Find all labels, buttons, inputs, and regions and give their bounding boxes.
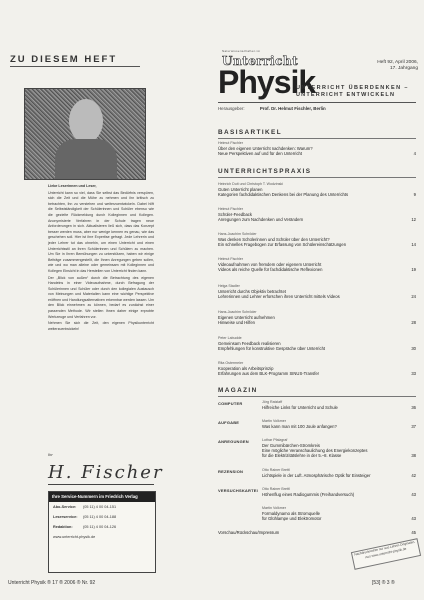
toc-page: 28 — [411, 320, 416, 325]
editor-portrait-image — [24, 88, 146, 180]
toc-entry[interactable] — [218, 182, 416, 197]
toc-subtitle: Kategorien fachdidaktischen Denkens bei der Planung des Unterrichts — [218, 192, 349, 197]
toc-title-line — [262, 492, 416, 497]
issue-year: 17. Jahrgang — [389, 66, 418, 71]
toc-title-line — [262, 473, 416, 478]
toc-subtitle: Erfahrungen aus dem BLK-Programm SINUS-Transfer — [218, 371, 320, 376]
portrait-body — [55, 139, 117, 179]
copyright-stamp: Nachdruckrechte nur aus Lehrer-Originalen. Aus www.unterricht-physik.de — [351, 538, 421, 570]
divider — [218, 177, 416, 178]
toc-page: 14 — [411, 242, 416, 247]
toc-entry[interactable] — [218, 284, 416, 299]
toc-page: 36 — [411, 404, 416, 410]
letter-salutation: Liebe Leserinnen und Leser, — [48, 184, 97, 188]
magazin-category: ANREGUNGEN — [218, 439, 249, 444]
service-row — [49, 502, 155, 512]
service-row — [49, 512, 155, 522]
masthead-kicker: Naturwissenschaften im — [222, 49, 261, 53]
masthead-word-physik: Physik — [218, 64, 316, 100]
magazin-category: AUFGABE — [218, 420, 240, 425]
divider — [10, 66, 140, 67]
toc-subtitle-line — [218, 267, 416, 272]
toc-subtitle-line — [218, 151, 416, 156]
toc-page: 33 — [411, 371, 416, 376]
toc-title: Hilfreiche Links für Unterricht und Schule — [262, 404, 338, 410]
toc-subtitle-line — [218, 320, 416, 325]
divider — [218, 102, 416, 103]
toc-title: Was kann man mit 100 Joule anfangen? — [262, 423, 337, 429]
toc-entry[interactable] — [218, 207, 416, 222]
toc-title: Gemeinsam Feedback realisieren — [218, 340, 281, 346]
toc-author: Rita Ostermeier — [218, 361, 244, 365]
toc-page: 45 — [411, 530, 416, 535]
service-box-title: Ihre Service-Nummern im Friedrich Verlag — [49, 492, 155, 502]
divider — [218, 138, 416, 139]
service-number: (05 11) 4 00 04-151 — [83, 505, 117, 509]
toc-author: Helmut Fischler — [218, 141, 243, 145]
toc-subtitle: Neue Perspektiven auf und für den Unterricht — [218, 151, 303, 156]
toc-subtitle-line — [262, 453, 416, 458]
toc-author: Hans-Joachim Schröder — [218, 232, 257, 236]
service-label: Abo-Service: — [53, 505, 77, 509]
toc-title: Was denken Schülerinnen und Schüler über den Unterricht? — [218, 236, 330, 242]
service-number: (05 11) 4 00 04-126 — [83, 525, 117, 529]
toc-title-line — [218, 530, 416, 535]
toc-author: Helmut Fischler — [218, 207, 243, 211]
section-heading-unterrichtspraxis: UNTERRICHTSPRAXIS — [218, 168, 312, 175]
toc-subtitle: Lehrerinnen und Lehrer erforschen ihren Unterricht mittels Videos — [218, 294, 340, 299]
section-heading-basisartikel: BASISARTIKEL — [218, 129, 283, 136]
service-number: (05 11) 4 00 04-188 — [83, 515, 117, 519]
signature: H. Fischer — [48, 462, 164, 483]
issue-number: Heft 92, April 2006, — [377, 60, 418, 65]
letter-closing: Ihr — [48, 452, 53, 457]
toc-author: Helmut Fischler — [218, 257, 243, 261]
toc-title: Unterricht durchs Objektiv betrachtet — [218, 288, 286, 294]
toc-subtitle: Eine mögliche Veranschaulichung des Energiekonzeptes — [262, 448, 368, 453]
letter-paragraph: Unterricht kann so viel, dass Sie selbst das Bedürfnis verspüren, sich die Zeit und die Mühe zu nehmen und ihn kritisch zu betrachten, ihn zu verstehen und weiterzuentwickeln. Dabei hilft die Selbstständigkeit der Schülerinnen und Schüler ebenso wie die gezielte Rückmeldung durch Kolleginnen und Kollegen. Anonymisierte Verfahren in der Schule tragen neue Anforderungen in sich. Aktualisieren ließ sich, dass das Konzept besser werden muss, aber nur wenige kennen es genau, wie das geschehen soll. Hier ist ihre Expertise gefragt. Jede Lehrerin und jeder Lehrer tut das ohnehin, um einen Unterricht und einen Unterrichtsstil an ihren Schülerinnen und Schülern zu machen. Um Sie in Ihren Bemühungen zu unterstützen, haben wir einige Beiträge zusammengestellt, die Ihnen Anregungen geben sollen, wie und wo man alleine oder gemeinsam mit Kolleginnen und Kollegen Einsicht in das Herstellen von Unterricht finden kann. — [48, 190, 154, 273]
toc-author: Jörg Ratzlaff — [262, 400, 283, 404]
toc-subtitle-line — [262, 516, 416, 521]
divider — [48, 484, 154, 485]
toc-subtitle-line — [218, 346, 416, 351]
service-label: Leserservice: — [53, 515, 78, 519]
toc-subtitle: für Glühlampe und Elektromotor — [262, 516, 322, 521]
masthead-word-unterricht: Unterricht — [222, 54, 299, 68]
service-row — [49, 522, 155, 532]
toc-title: Lichtspiele in der Luft. Atmosphärische Optik für Einsteiger — [262, 472, 371, 478]
magazin-category: VERSUCHSKARTEI — [218, 488, 258, 493]
tagline: UNTERRICHT ENTWICKELN — [296, 92, 396, 98]
toc-author: Peter Labudde — [218, 336, 242, 340]
toc-page: 12 — [411, 217, 416, 222]
toc-subtitle-line — [218, 217, 416, 222]
toc-author: Otto Rainer Brettl — [262, 468, 290, 472]
toc-author: Otto Rainer Brettl — [262, 487, 290, 491]
toc-title: Formaldynamo als Stromquelle — [262, 510, 320, 516]
toc-page: 43 — [411, 516, 416, 521]
toc-page: 30 — [411, 346, 416, 351]
editor-label: Herausgeber: — [218, 106, 245, 111]
toc-subtitle: für die Elektrizitätslehre in der 5.–8. Klasse — [262, 453, 342, 459]
toc-entry[interactable] — [218, 141, 416, 156]
toc-subtitle: Empfehlungen für konstruktive Gespräche über Unterricht — [218, 346, 326, 351]
toc-title: Eigenen Unterricht aufnehmen — [218, 314, 275, 320]
toc-subtitle: Videos als reiche Quelle für fachdidaktische Reflexionen — [218, 267, 323, 272]
toc-title-line — [262, 424, 416, 429]
toc-subtitle: Ein schnelles Fragebogen zur Erfassung von Schülereinschätzungen — [218, 242, 347, 247]
toc-author: Lothar Pfalzgraf — [262, 438, 288, 442]
toc-entry[interactable] — [218, 257, 416, 272]
toc-author: Hans-Joachim Schröder — [218, 310, 257, 314]
toc-title: Guten Unterricht planen — [218, 186, 263, 192]
toc-title: Höhenflug eines Radiogummis (Freihandversuch) — [262, 491, 355, 497]
toc-author: Helga Stadler — [218, 284, 240, 288]
toc-subtitle: Anregungen zum Nachdenken und Verändern — [218, 217, 304, 222]
toc-entry[interactable] — [218, 361, 416, 376]
page-footer-right: [53] ® 3 ® — [372, 580, 395, 586]
toc-title-line — [262, 405, 416, 410]
service-box — [48, 491, 156, 573]
letter-paragraph: Der „Blick von außen“ durch die Betrachtung des eigenen Handelns in einer Videoaufnahme, durch Befragung der Schülerinnen und Schüler oder durch den kollegialen Austausch von Meinungen und Materialien kann eine wichtige Perspektive eröffnen und Handlungsalternativen erkennbar werden lassen. Um den Blick einnehmen zu können, bedarf es zunächst einer passenden Methode. Wir stellen Ihnen daher einige erprobte Werkzeuge und Verfahren vor. — [48, 275, 154, 319]
section-title: ZU DIESEM HEFT — [10, 54, 118, 65]
tagline: UNTERRICHT ÜBERDENKEN – — [296, 85, 409, 91]
toc-page: 4 — [413, 151, 416, 156]
toc-page: 42 — [411, 472, 416, 478]
toc-title: Videoaufnahmen von fremdem oder eigenem Unterricht — [218, 261, 322, 267]
service-label: Redaktion: — [53, 525, 73, 529]
toc-subtitle-line — [218, 371, 416, 376]
toc-author: Martin Volkmer — [262, 419, 286, 423]
toc-page: 38 — [411, 453, 416, 459]
toc-title: Der Gummibärchen-Stromkreis — [262, 442, 320, 448]
vorschau-row[interactable] — [218, 530, 416, 535]
editor-name: Prof. Dr. Helmut Fischler, Berlin — [259, 106, 326, 111]
issue-info — [330, 60, 418, 72]
toc-title: Über den eigenen Unterricht nachdenken: Warum? — [218, 145, 313, 151]
toc-subtitle: Hinweise und Hilfen — [218, 320, 256, 325]
toc-title: Schüler-Feedback — [218, 211, 252, 217]
letter-paragraph: Nehmen Sie sich die Zeit, den eigenen Physikunterricht weiterzuentwickeln! — [48, 321, 154, 331]
toc-page: 9 — [413, 192, 416, 197]
toc-subtitle-line — [218, 294, 416, 299]
divider — [218, 396, 416, 397]
magazin-category: COMPUTER — [218, 401, 243, 406]
toc-entry[interactable] — [218, 310, 416, 325]
toc-entry[interactable] — [218, 336, 416, 351]
toc-page: 37 — [411, 423, 416, 429]
toc-page: 24 — [411, 294, 416, 299]
page-footer-left: Unterricht Physik ® 17 ® 2006 ® Nr. 92 — [8, 580, 96, 586]
website-link[interactable]: www.unterricht-physik.de — [53, 535, 96, 539]
toc-subtitle-line — [218, 242, 416, 247]
toc-page: 43 — [411, 491, 416, 497]
toc-title: Kooperation als Arbeitsprinzip — [218, 365, 274, 371]
editor-line — [218, 106, 326, 111]
toc-subtitle-line — [218, 192, 416, 197]
toc-author: Martin Volkmer — [262, 506, 286, 510]
toc-title: Vorschau/Rückschau/Impressum — [218, 530, 280, 535]
toc-author: Heinrich Duit und Christoph T. Wodzinski — [218, 182, 283, 186]
editorial-letter — [48, 184, 154, 333]
section-heading-magazin: MAGAZIN — [218, 387, 258, 394]
magazin-category: REZENSION — [218, 469, 244, 474]
toc-entry[interactable] — [218, 232, 416, 247]
toc-page: 19 — [411, 267, 416, 272]
portrait-head — [69, 99, 103, 143]
